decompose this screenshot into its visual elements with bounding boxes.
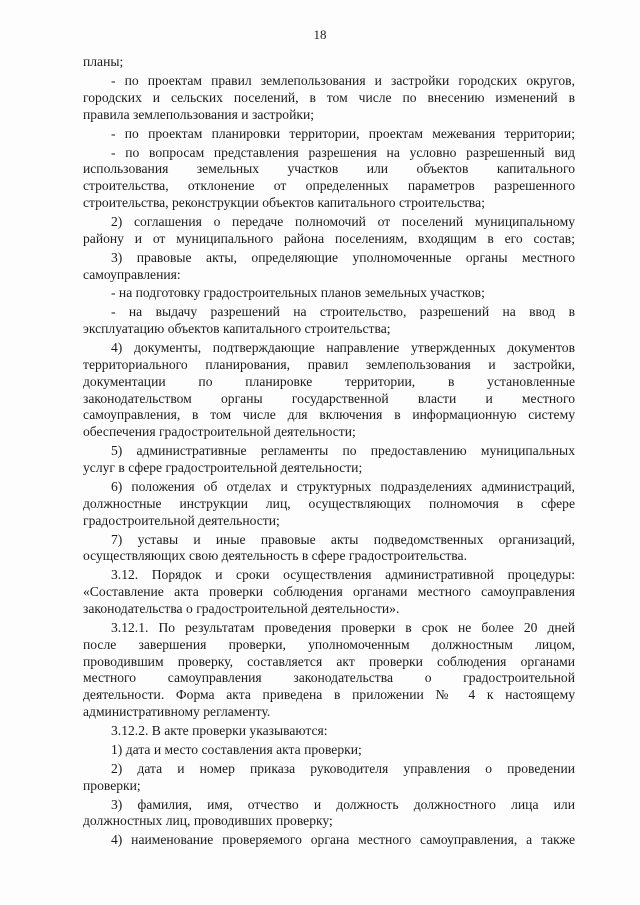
text-line: проводившим проверку, составляется акт проверки соблюдения органами (83, 653, 575, 669)
text-line: району и от муниципального района поселениям, входящим в его состав; (83, 230, 575, 246)
text-line: самоуправления, в том числе для включения в информационную систему (83, 407, 575, 423)
text-line: законодательства о градостроительной деятельности». (83, 600, 400, 616)
text-line: градостроительной деятельности; (83, 512, 280, 528)
text-line: 2) дата и номер приказа руководителя управления о проведении (111, 760, 575, 776)
text-line: 2) соглашения о передаче полномочий от поселений муниципальному (111, 213, 575, 229)
text-line: - по проектам правил землепользования и застройки городских округов, (111, 72, 575, 88)
text-line: самоуправления: (83, 266, 181, 282)
text-line: территориального планирования, правил землепользования и застройки, (83, 357, 575, 373)
text-line: - на выдачу разрешений на строительство, разрешений на ввод в (111, 304, 575, 320)
text-line: местного самоуправления законодательства о градостроительной (83, 670, 575, 686)
text-line: «Составление акта проверки соблюдения органами местного самоуправления (83, 584, 575, 600)
text-line: документации по планировке территории, в установленные (83, 373, 575, 389)
text-line: эксплуатацию объектов капитального строительства; (83, 321, 391, 337)
text-line: правила землепользования и застройки; (83, 106, 315, 122)
text-line: 3.12.2. В акте проверки указываются: (111, 722, 328, 738)
text-line: строительства, отклонение от определенных параметров разрешенного (83, 178, 575, 194)
text-line: административному регламенту. (83, 703, 271, 719)
text-line: 4) документы, подтверждающие направление утвержденных документов (111, 340, 575, 356)
text-line: обеспечения градостроительной деятельности; (83, 424, 356, 440)
text-line: деятельности. Форма акта приведена в приложении № 4 к настоящему (83, 687, 575, 703)
text-line: 7) уставы и иные правовые акты подведомственных организаций, (111, 531, 575, 547)
text-line: осуществляющих свою деятельность в сфере градостроительства. (83, 548, 467, 564)
text-line: после завершения проверки, уполномоченным должностным лицом, (83, 636, 575, 652)
text-line: строительства, реконструкции объектов капитального строительства; (83, 194, 485, 210)
text-line: 5) административные регламенты по предоставлению муниципальных (111, 443, 575, 459)
text-line: 3.12. Порядок и сроки осуществления административной процедуры: (111, 567, 575, 583)
text-line: городских и сельских поселений, в том числе по внесению изменений в (83, 89, 575, 105)
text-line: планы; (83, 54, 124, 69)
page-number: 18 (313, 27, 327, 42)
text-line: - на подготовку градостроительных планов земельных участков; (111, 285, 485, 301)
text-line: 4) наименование проверяемого органа местного самоуправления, а также (111, 832, 575, 848)
text-line: проверки; (83, 777, 141, 793)
text-line: 3) правовые акты, определяющие уполномоченные органы местного (111, 249, 575, 265)
text-line: - по проектам планировки территории, проектам межевания территории; (111, 125, 575, 141)
text-line: должностные инструкции лиц, осуществляющих полномочия в сфере (83, 495, 575, 511)
text-line: 6) положения об отделах и структурных подразделениях администраций, (111, 479, 575, 494)
text-line: 3.12.1. По результатам проведения проверки в срок не более 20 дней (111, 619, 575, 635)
text-line: должностных лиц, проводивших проверку; (83, 813, 333, 829)
text-line: 1) дата и место составления акта проверки; (111, 741, 362, 757)
text-line: услуг в сфере градостроительной деятельности; (83, 460, 363, 476)
text-line: - по вопросам представления разрешения на условно разрешенный вид (111, 144, 575, 160)
document-body (83, 54, 575, 849)
text-line: 3) фамилия, имя, отчество и должность должностного лица или (111, 796, 575, 812)
text-line: использования земельных участков или объектов капитального (83, 161, 575, 177)
text-line: законодательством органы государственной власти и местного (83, 390, 575, 406)
